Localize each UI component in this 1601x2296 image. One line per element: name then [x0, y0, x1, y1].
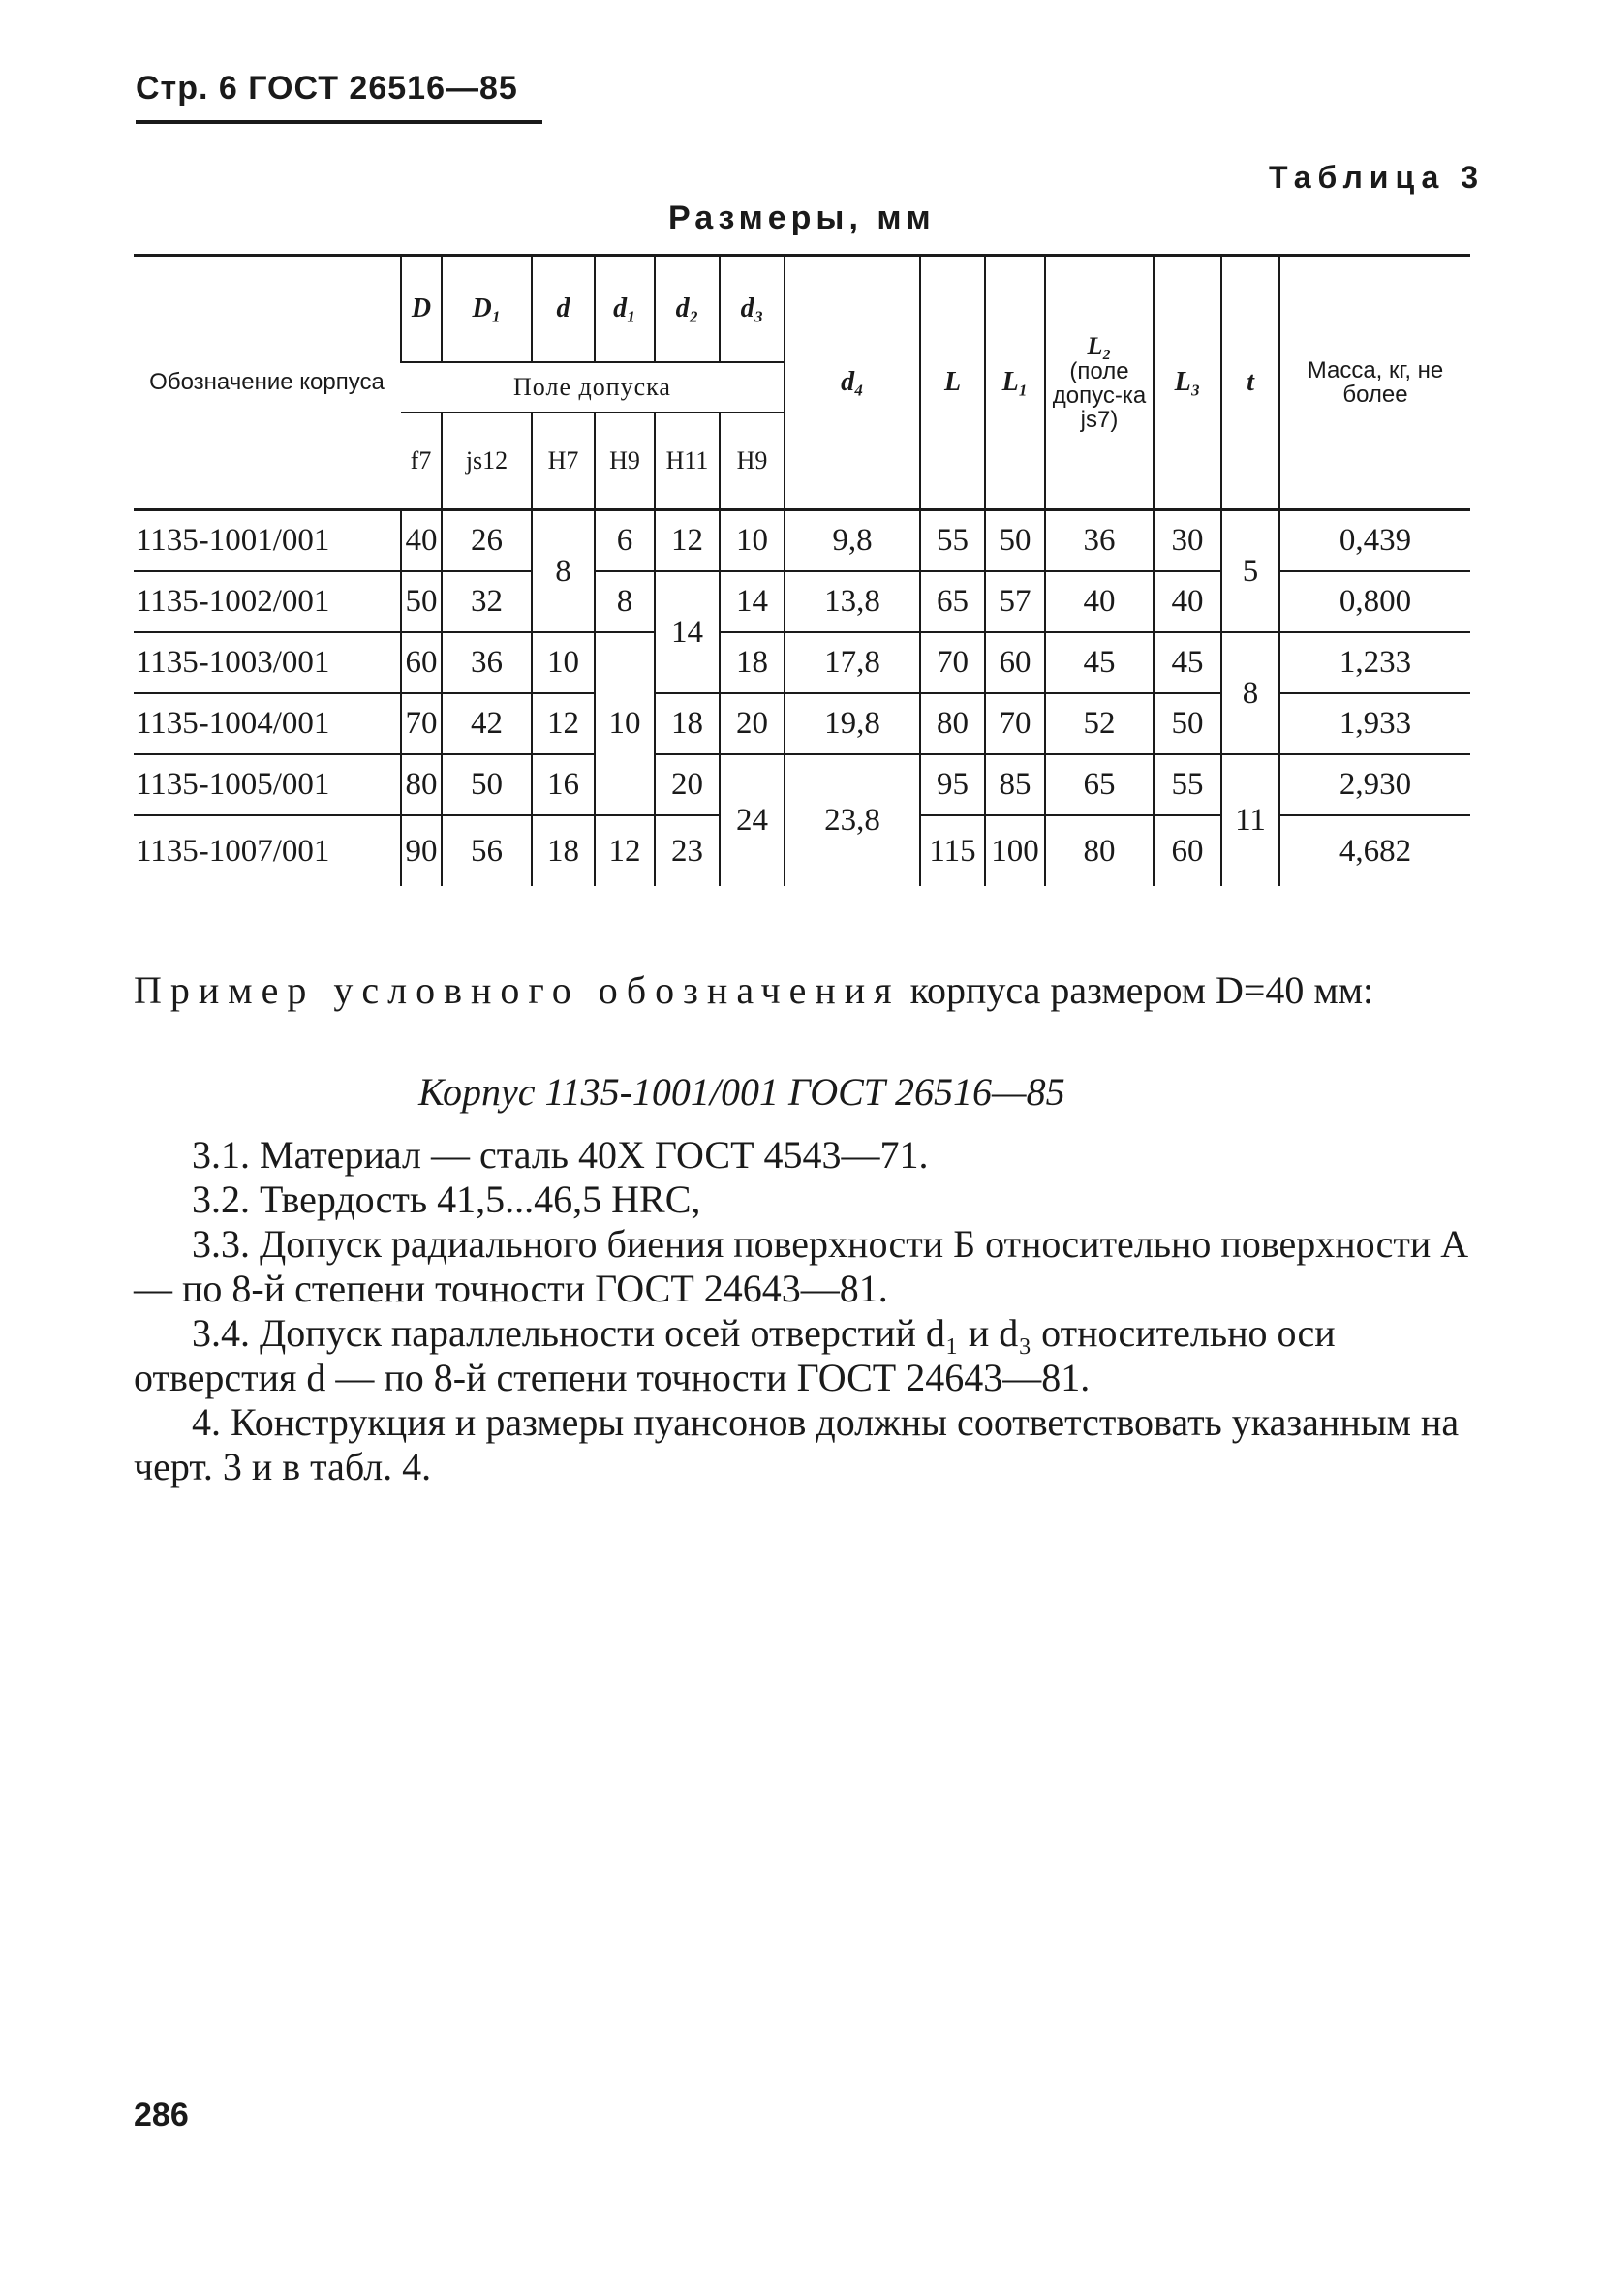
cell-D: 90 — [401, 815, 442, 886]
example-designation: Корпус 1135-1001/001 ГОСТ 26516—85 — [418, 1070, 1065, 1114]
cell-d2: 14 — [655, 571, 720, 693]
page-label: Стр. 6 — [136, 70, 238, 107]
cell-mass: 2,930 — [1279, 754, 1470, 815]
cell-L2: 40 — [1045, 571, 1154, 632]
cell-L1: 100 — [985, 815, 1045, 886]
example-lead: Пример условного обозначения — [134, 968, 901, 1012]
cell-L1: 60 — [985, 632, 1045, 693]
header-row-symbols — [134, 256, 1470, 363]
col-header-t: t — [1221, 256, 1279, 510]
cell-mass: 0,800 — [1279, 571, 1470, 632]
cell-D1: 32 — [442, 571, 532, 632]
standard-title: ГОСТ 26516—85 — [248, 70, 518, 107]
cell-d1: 6 — [595, 510, 655, 572]
cell-d: 18 — [532, 815, 595, 886]
header-rule — [136, 120, 542, 124]
table-row — [134, 754, 1470, 815]
col-header-d2: d₂ — [655, 256, 720, 363]
tol-d2: H11 — [655, 413, 720, 510]
cell-D: 40 — [401, 510, 442, 572]
tol-d: H7 — [532, 413, 595, 510]
cell-d3: 18 — [720, 632, 785, 693]
cell-d4: 23,8 — [785, 754, 920, 886]
cell-d3: 24 — [720, 754, 785, 886]
cell-D1: 42 — [442, 693, 532, 754]
cell-D: 80 — [401, 754, 442, 815]
cell-d2: 20 — [655, 754, 720, 815]
cell-L1: 70 — [985, 693, 1045, 754]
cell-d4: 19,8 — [785, 693, 920, 754]
cell-L: 55 — [920, 510, 985, 572]
cell-L3: 45 — [1154, 632, 1221, 693]
cell-d: 8 — [532, 510, 595, 633]
cell-mass: 1,233 — [1279, 632, 1470, 693]
cell-L3: 40 — [1154, 571, 1221, 632]
cell-d3: 10 — [720, 510, 785, 572]
cell-L2: 36 — [1045, 510, 1154, 572]
col-header-D: D — [401, 256, 442, 363]
cell-d1: 8 — [595, 571, 655, 632]
cell-L: 95 — [920, 754, 985, 815]
cell-mass: 4,682 — [1279, 815, 1470, 886]
dimensions-table — [134, 254, 1470, 886]
paragraph-3-1: 3.1. Материал — сталь 40Х ГОСТ 4543—71. — [192, 1133, 929, 1177]
cell-d2: 23 — [655, 815, 720, 886]
cell-name: 1135-1002/001 — [134, 571, 401, 632]
cell-t: 11 — [1221, 754, 1279, 886]
tol-d3: H9 — [720, 413, 785, 510]
col-header-mass: Масса, кг, не более — [1279, 256, 1470, 510]
paragraph-3-4: 3.4. Допуск параллельности осей отверстий d₁ и d₃ относительно оси отверстия d — по 8-й степени точности ГОСТ 24643—81. — [134, 1311, 1336, 1399]
cell-t: 5 — [1221, 510, 1279, 633]
col-header-L2-symbol: L₂ — [1087, 331, 1112, 360]
tol-D: f7 — [401, 413, 442, 510]
table-label: Таблица 3 — [1268, 160, 1485, 195]
col-header-name: Обозначение корпуса — [134, 256, 401, 510]
tol-D1: js12 — [442, 413, 532, 510]
cell-L2: 45 — [1045, 632, 1154, 693]
cell-d1: 10 — [595, 632, 655, 815]
cell-L1: 50 — [985, 510, 1045, 572]
cell-D: 60 — [401, 632, 442, 693]
cell-d3: 20 — [720, 693, 785, 754]
cell-d4: 17,8 — [785, 632, 920, 693]
cell-L: 70 — [920, 632, 985, 693]
cell-d1: 12 — [595, 815, 655, 886]
cell-D1: 56 — [442, 815, 532, 886]
cell-d: 12 — [532, 693, 595, 754]
cell-d3: 14 — [720, 571, 785, 632]
cell-D1: 50 — [442, 754, 532, 815]
cell-name: 1135-1003/001 — [134, 632, 401, 693]
cell-D: 70 — [401, 693, 442, 754]
cell-L3: 30 — [1154, 510, 1221, 572]
cell-d4: 9,8 — [785, 510, 920, 572]
paragraph-3-3: 3.3. Допуск радиального биения поверхности Б относительно поверхности А — по 8-й степени точности ГОСТ 24643—81. — [134, 1222, 1469, 1310]
tol-d1: H9 — [595, 413, 655, 510]
col-header-L2 — [1045, 256, 1154, 510]
page-number: 286 — [134, 2097, 189, 2133]
cell-L1: 85 — [985, 754, 1045, 815]
cell-name: 1135-1005/001 — [134, 754, 401, 815]
cell-L3: 60 — [1154, 815, 1221, 886]
col-header-D1: D₁ — [442, 256, 532, 363]
cell-L3: 55 — [1154, 754, 1221, 815]
col-header-L3: L₃ — [1154, 256, 1221, 510]
example-rest: корпуса размером D=40 мм: — [909, 968, 1374, 1012]
cell-d4: 13,8 — [785, 571, 920, 632]
cell-D: 50 — [401, 571, 442, 632]
page-header — [136, 70, 518, 107]
col-header-tolerance-field: Поле допуска — [401, 362, 785, 413]
col-header-d3: d₃ — [720, 256, 785, 363]
cell-name: 1135-1007/001 — [136, 833, 330, 869]
cell-L: 65 — [920, 571, 985, 632]
example-paragraph — [134, 968, 1470, 1013]
cell-name: 1135-1004/001 — [134, 693, 401, 754]
cell-D1: 26 — [442, 510, 532, 572]
table-row — [134, 632, 1470, 693]
table-row — [134, 510, 1470, 572]
cell-t: 8 — [1221, 632, 1279, 754]
col-header-L1: L₁ — [985, 256, 1045, 510]
cell-d2: 18 — [655, 693, 720, 754]
col-header-d: d — [532, 256, 595, 363]
cell-L: 115 — [920, 815, 985, 886]
cell-mass: 0,439 — [1279, 510, 1470, 572]
col-header-d1: d₁ — [595, 256, 655, 363]
paragraph-4: 4. Конструкция и размеры пуансонов должны соответствовать указанным на черт. 3 и в табл. 4. — [134, 1400, 1460, 1488]
cell-L3: 50 — [1154, 693, 1221, 754]
cell-d: 10 — [532, 632, 595, 693]
cell-L2: 80 — [1045, 815, 1154, 886]
paragraph-3-2: 3.2. Твердость 41,5...46,5 HRC, — [192, 1178, 701, 1221]
cell-name: 1135-1001/001 — [134, 510, 401, 572]
cell-L2: 52 — [1045, 693, 1154, 754]
cell-L1: 57 — [985, 571, 1045, 632]
cell-d2: 12 — [655, 510, 720, 572]
cell-L2: 65 — [1045, 754, 1154, 815]
col-header-L: L — [920, 256, 985, 510]
cell-mass: 1,933 — [1279, 693, 1470, 754]
col-header-d4: d₄ — [785, 256, 920, 510]
cell-L: 80 — [920, 693, 985, 754]
cell-D1: 36 — [442, 632, 532, 693]
dimensions-label: Размеры, мм — [668, 199, 936, 236]
cell-d: 16 — [532, 754, 595, 815]
col-header-L2-note: (поле допус-ка js7) — [1052, 357, 1147, 434]
